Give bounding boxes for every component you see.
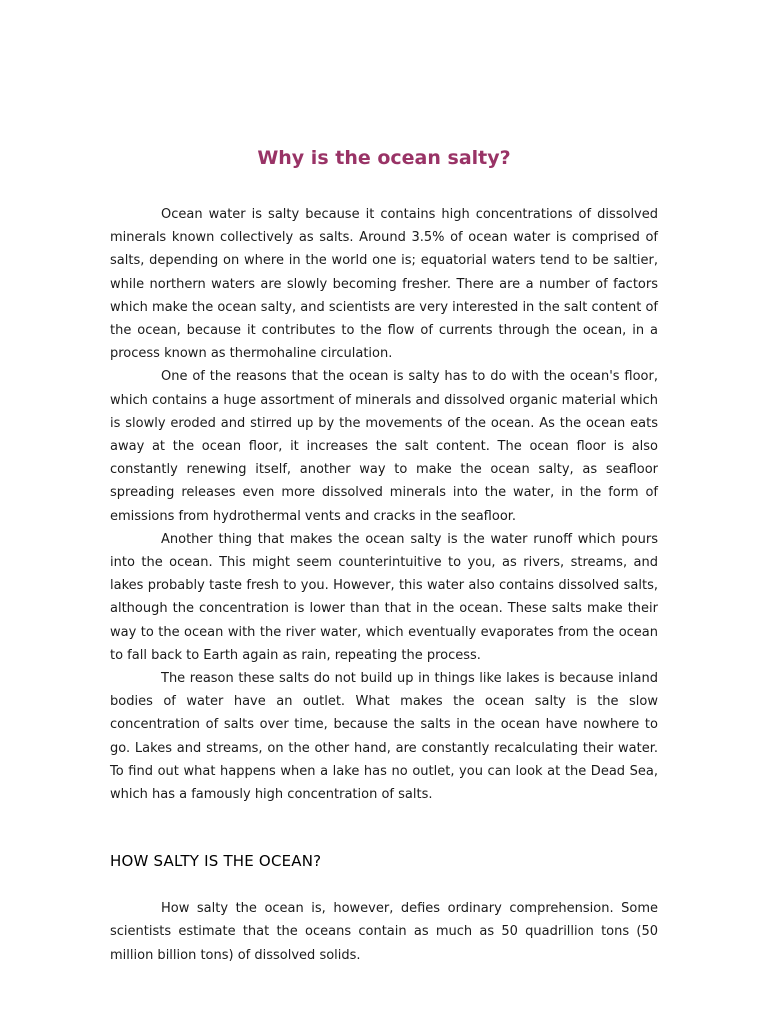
paragraph: Ocean water is salty because it contains high concentrations of dissolved minerals known collectively as salts. Around 3.5% of ocean water is comprised of salts, depending on where in the world one is; equatorial waters tend to be saltier, while northern waters are slowly becoming fresher. There are a number of factors which make the ocean salty, and scientists are very interested in the salt content of the ocean, because it contributes to the flow of currents through the ocean, in a process known as thermohaline circulation.: [110, 207, 658, 362]
paragraph: The reason these salts do not build up in things like lakes is because inland bodies of water have an outlet. What makes the ocean salty is the slow concentration of salts over time, because the salts in the ocean have nowhere to go. Lakes and streams, on the other hand, are constantly recalculating their water. To find out what happens when a lake has no outlet, you can look at the Dead Sea, which has a famously high concentration of salts.: [110, 671, 658, 803]
document-body: [110, 146, 658, 967]
paragraph: How salty the ocean is, however, defies ordinary comprehension. Some scientists estimate that the oceans contain as much as 50 quadrillion tons (50 million billion tons) of dissolved solids.: [110, 901, 658, 963]
section-heading: HOW SALTY IS THE OCEAN?: [110, 852, 322, 871]
paragraph: One of the reasons that the ocean is salty has to do with the ocean's floor, which contains a huge assortment of minerals and dissolved organic material which is slowly eroded and stirred up by the movements of the ocean. As the ocean eats away at the ocean floor, it increases the salt content. The ocean floor is also constantly renewing itself, another way to make the ocean salty, as seafloor spreading releases even more dissolved minerals into the water, in the form of emissions from hydrothermal vents and cracks in the seafloor.: [110, 369, 658, 524]
paragraph: Another thing that makes the ocean salty is the water runoff which pours into the ocean. This might seem counterintuitive to you, as rivers, streams, and lakes probably taste fresh to you. However, this water also contains dissolved salts, although the concentration is lower than that in the ocean. These salts make their way to the ocean with the river water, which eventually evaporates from the ocean to fall back to Earth again as rain, repeating the process.: [110, 531, 658, 663]
page-title: Why is the ocean salty?: [257, 147, 511, 169]
